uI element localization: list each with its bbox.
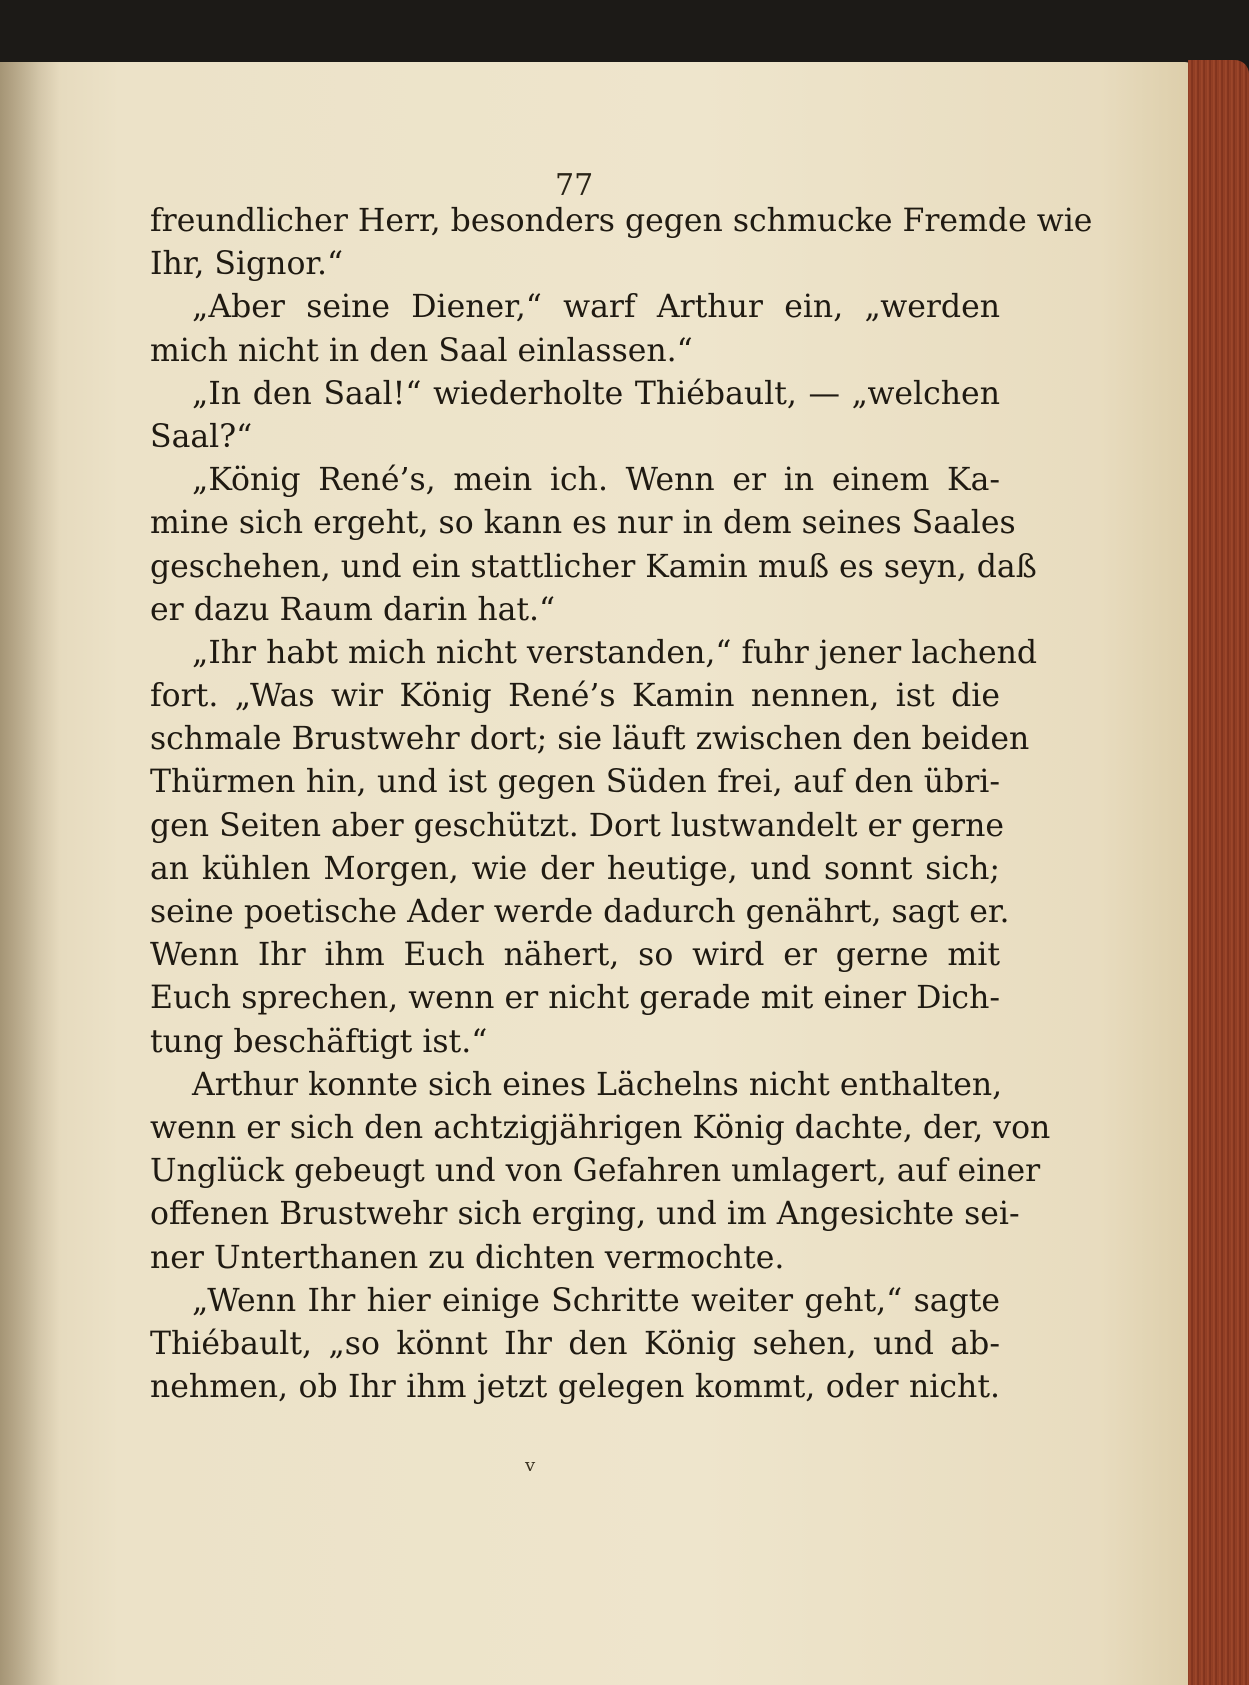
text-line: „Wenn Ihr hier einige Schritte weiter geht,“ sagte xyxy=(192,1282,1000,1319)
text-line: „Ihr habt mich nicht verstanden,“ fuhr jener lachend xyxy=(192,634,1038,671)
text-line: fort. „Was wir König René’s Kamin nennen, ist die xyxy=(150,678,1000,715)
text-line: Saal?“ xyxy=(150,418,253,455)
text-line: Arthur konnte sich eines Lächelns nicht enthalten, xyxy=(192,1066,1003,1103)
text-line: wenn er sich den achtzigjährigen König dachte, der, von xyxy=(150,1109,1051,1146)
text-line: geschehen, und ein stattlicher Kamin muß es seyn, daß xyxy=(150,548,1037,585)
page-number: 77 xyxy=(555,168,594,203)
text-line: Ihr, Signor.“ xyxy=(150,246,344,283)
body-text xyxy=(150,200,1093,1409)
text-line: gen Seiten aber geschützt. Dort lustwandelt er gerne xyxy=(150,807,1005,844)
text-line: nehmen, ob Ihr ihm jetzt gelegen kommt, oder nicht. xyxy=(150,1369,1000,1406)
signature-mark: v xyxy=(525,1455,536,1476)
text-line: an kühlen Morgen, wie der heutige, und sonnt sich; xyxy=(150,850,1000,887)
text-line: „In den Saal!“ wiederholte Thiébault, — „welchen xyxy=(192,375,1000,412)
text-line: „König René’s, mein ich. Wenn er in einem Ka- xyxy=(192,462,1000,499)
text-line: er dazu Raum darin hat.“ xyxy=(150,591,556,628)
text-line: Euch sprechen, wenn er nicht gerade mit einer Dich- xyxy=(150,980,1000,1017)
text-line: ner Unterthanen zu dichten vermochte. xyxy=(150,1239,785,1276)
text-line: seine poetische Ader werde dadurch genährt, sagt er. xyxy=(150,894,1010,930)
page-edges xyxy=(1188,60,1249,1685)
text-line: „Aber seine Diener,“ warf Arthur ein, „werden xyxy=(192,289,1000,326)
text-line: Thiébault, „so könnt Ihr den König sehen, und ab- xyxy=(150,1325,1000,1362)
text-line: mich nicht in den Saal einlassen.“ xyxy=(150,332,693,369)
text-line: Wenn Ihr ihm Euch nähert, so wird er gerne mit xyxy=(150,937,1000,974)
text-line: offenen Brustwehr sich erging, und im Angesichte sei- xyxy=(150,1196,1020,1233)
gutter-shadow xyxy=(0,62,60,1685)
text-line: Unglück gebeugt und von Gefahren umlagert, auf einer xyxy=(150,1153,1041,1190)
text-line: tung beschäftigt ist.“ xyxy=(150,1023,488,1060)
text-line: schmale Brustwehr dort; sie läuft zwischen den beiden xyxy=(150,721,1030,758)
text-line: Thürmen hin, und ist gegen Süden frei, auf den übri- xyxy=(150,764,1000,801)
text-line: freundlicher Herr, besonders gegen schmucke Fremde wie xyxy=(150,203,1093,239)
text-line: mine sich ergeht, so kann es nur in dem seines Saales xyxy=(150,505,1016,542)
